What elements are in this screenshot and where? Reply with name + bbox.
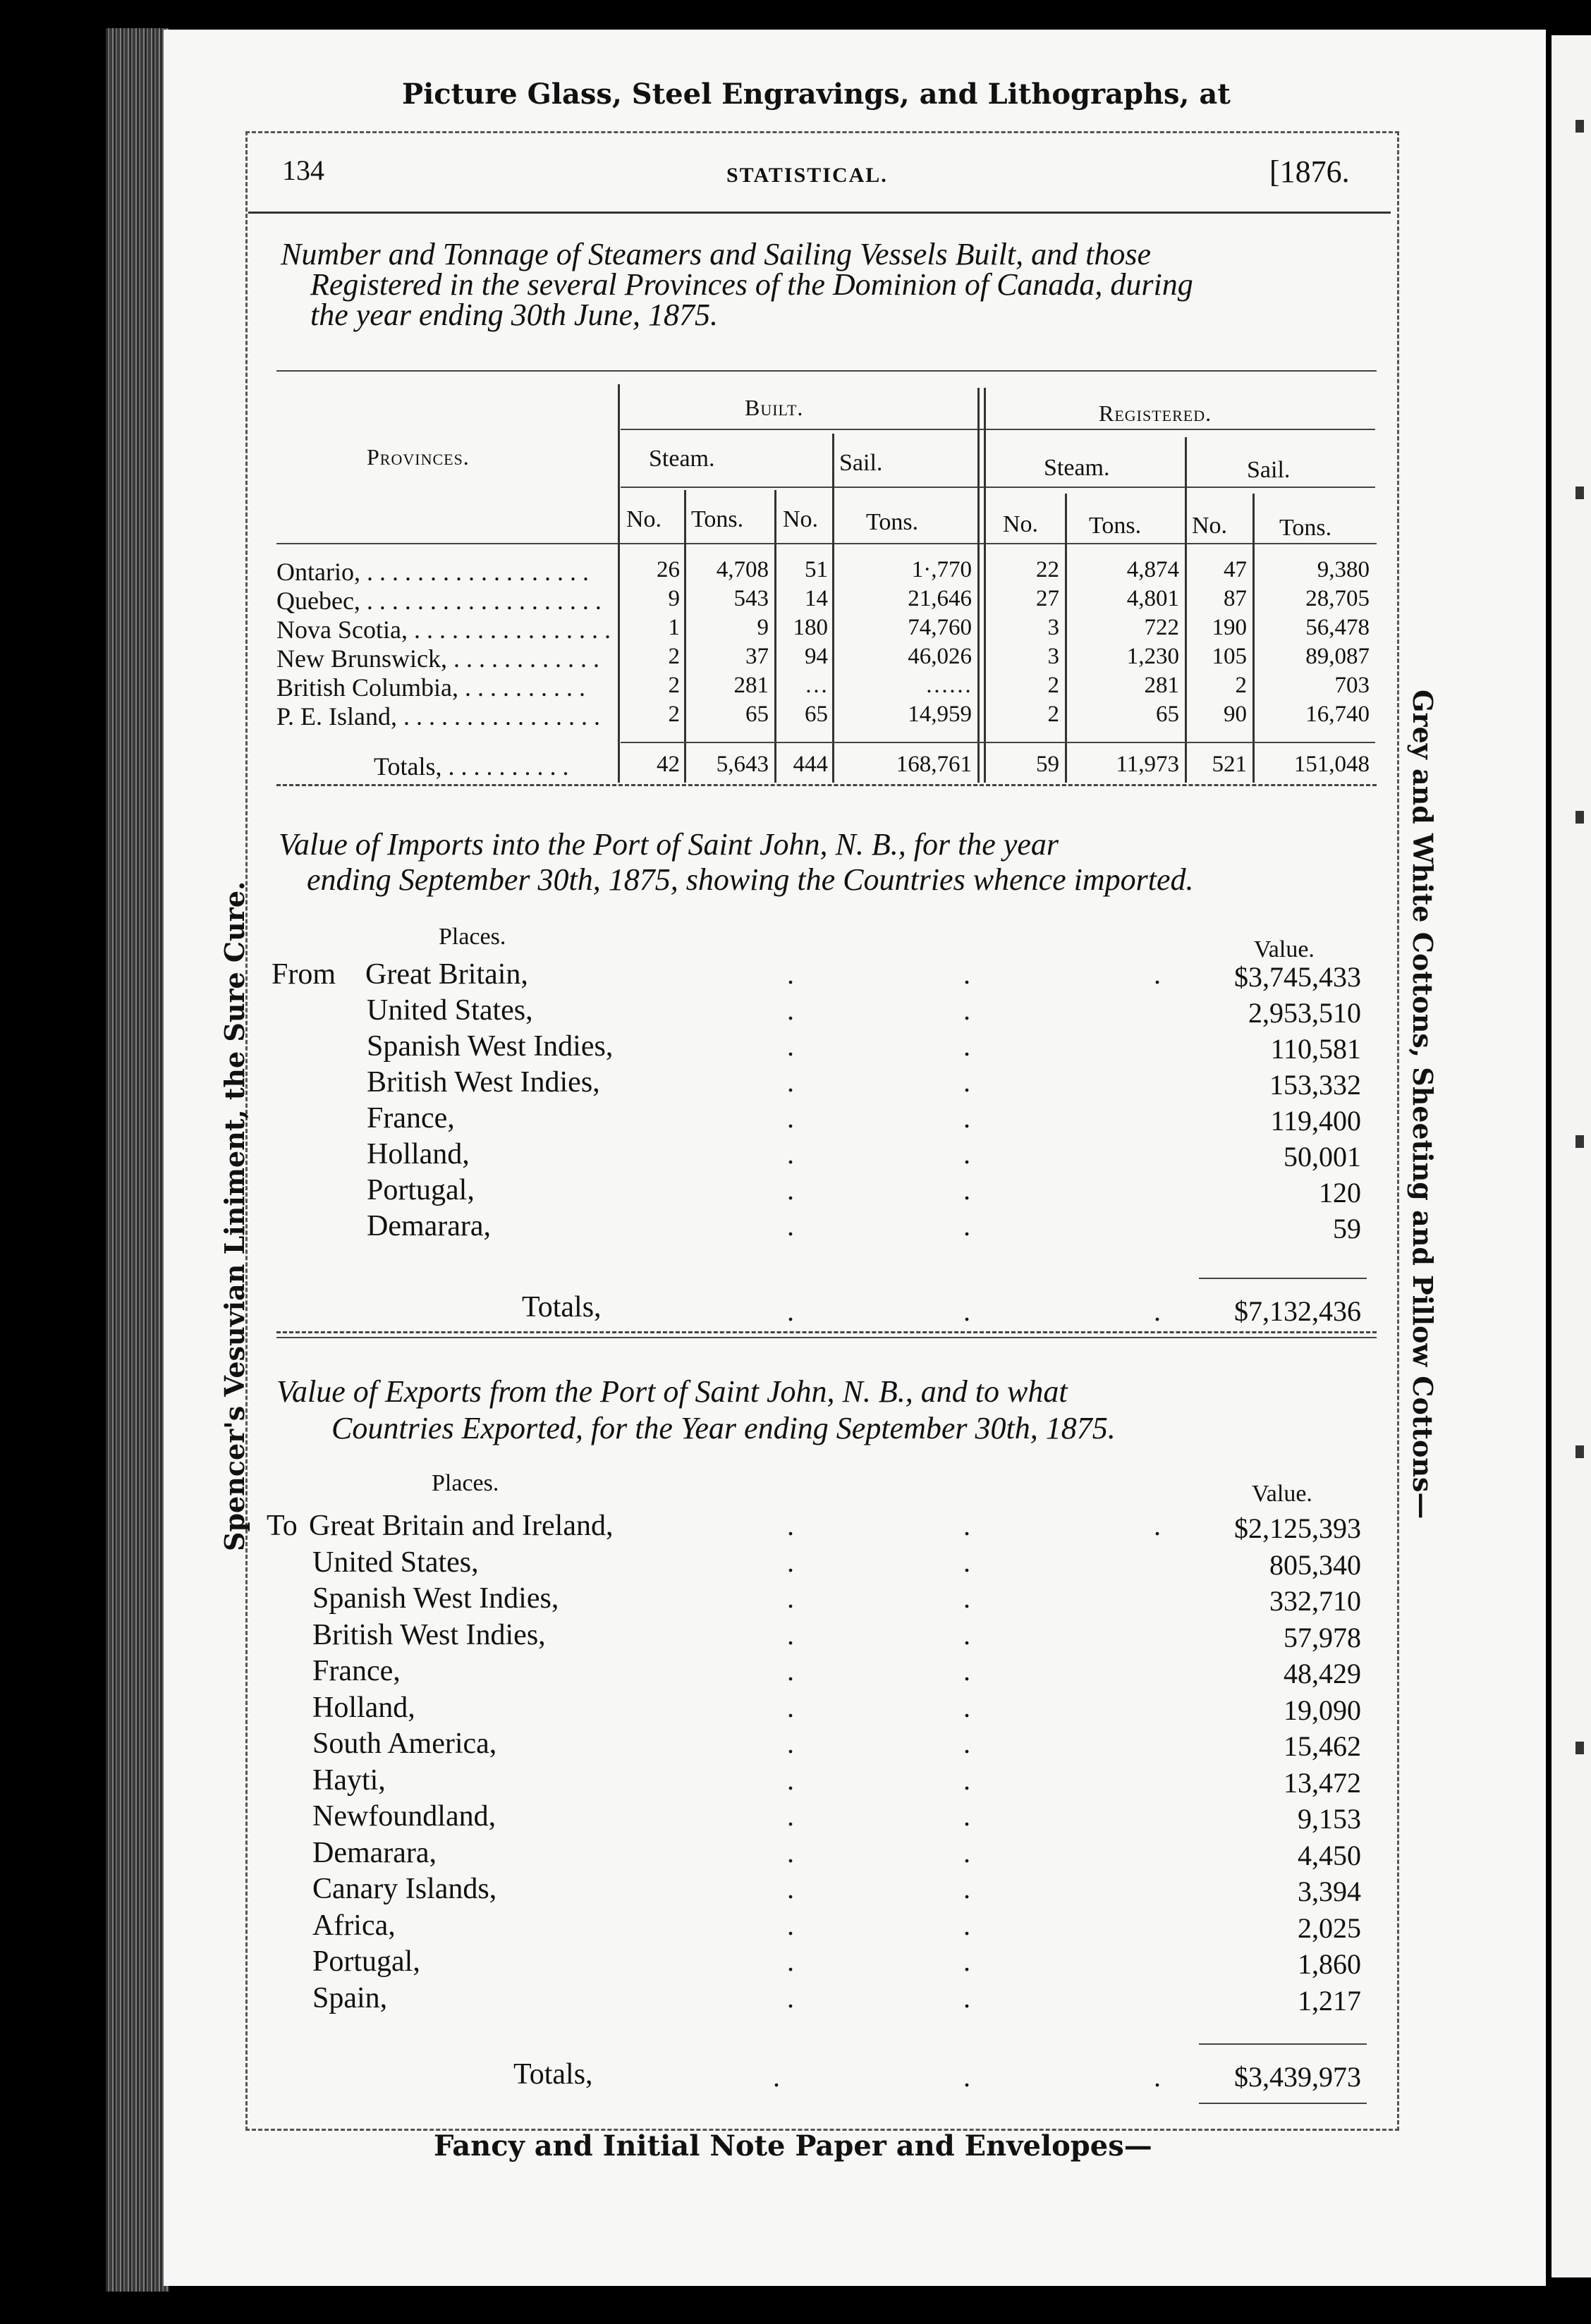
imports-sum-rule [1199,1278,1367,1279]
leader-dot: . [787,1295,794,1327]
leader-dot: . [787,994,794,1026]
leader-dot: . [787,1138,794,1170]
leader-dot: . [963,1102,970,1134]
leader-dot: . [787,1691,794,1723]
vessel-cell: 16,740 [1305,702,1370,727]
subgroup-rule [621,487,1375,488]
advert-bottom: Fancy and Initial Note Paper and Envelopes— [434,2129,1152,2163]
imports-end-rule-2 [276,1337,1377,1338]
leader-dot: . [963,1655,970,1687]
vessels-caption-line-1: Number and Tonnage of Steamers and Sailing Vessels Built, and those [281,237,1152,271]
advert-right-margin: Grey and White Cottons, Sheeting and Pillow Cottons— [1407,690,1439,1519]
vessel-cell: 1 [668,615,680,640]
leader-dot: . [787,1873,794,1904]
vessel-cell: 2 [668,644,680,669]
imports-place: Portugal, [367,1174,475,1206]
exports-value: 332,710 [1269,1585,1361,1617]
leader-dot: . [1154,1295,1161,1327]
imports-value: 153,332 [1269,1069,1361,1101]
exports-end-rule [1199,2103,1367,2104]
exports-place: France, [312,1655,401,1687]
imports-place: United States, [367,994,533,1027]
leader-dot: . [963,2061,970,2093]
vessel-cell: 2 [1235,673,1247,698]
vessel-cell: 1,230 [1126,644,1179,669]
leader-dot: . [963,1873,970,1904]
section-end-rule [276,784,1377,786]
vessel-cell: 190 [1212,615,1247,640]
exports-place: Portugal, [312,1945,420,1978]
exports-place: Africa, [312,1909,396,1942]
vessel-cell: 281 [733,673,769,698]
province-label: British Columbia, . . . . . . . . . . [276,673,586,702]
vessel-cell: 27 [1036,586,1059,611]
vessel-cell: 74,760 [908,615,972,640]
vessel-cell: 89,087 [1305,644,1370,669]
vessel-cell: 4,874 [1126,557,1179,582]
vessel-cell: 26 [657,557,680,582]
vessel-cell: 722 [1144,615,1179,640]
registered-sail: Sail. [1247,457,1291,483]
leader-dot: . [787,1174,794,1206]
vessel-total-cell: 521 [1212,752,1247,777]
registered-sail-no: No. [1192,513,1228,539]
col-divider [977,388,980,783]
leader-dot: . [787,1800,794,1832]
vessel-cell: 14,959 [908,702,972,727]
exports-sum-rule [1199,2043,1367,2045]
exports-value: 19,090 [1284,1694,1361,1726]
totals-label: Totals, . . . . . . . . . . [374,752,569,781]
leader-dot: . [963,1981,970,2014]
leader-dot: . [963,1210,970,1242]
vessel-cell: 90 [1224,702,1247,727]
vessel-cell: 65 [745,702,769,727]
exports-caption-line-2: Countries Exported, for the Year ending September 30th, 1875. [331,1411,1116,1445]
leader-dot: . [963,1174,970,1206]
exports-col-places: Places. [432,1470,499,1496]
vessel-cell: 9 [757,615,769,640]
exports-value: 3,394 [1298,1876,1361,1907]
exports-totals-label: Totals, [513,2058,593,2091]
leader-dot: . [963,1510,970,1541]
vessel-total-cell: 444 [793,752,828,777]
vessel-total-cell: 11,973 [1116,752,1179,777]
exports-place: United States, [312,1546,479,1579]
leader-dot: . [963,1295,970,1327]
imports-place: Demarara, [367,1210,492,1242]
imports-place: Great Britain, [365,958,528,991]
vessel-cell: 3 [1047,615,1059,640]
exports-value: 805,340 [1269,1548,1361,1581]
exports-caption-line-1: Value of Exports from the Port of Saint John, N. B., and to what [276,1374,1068,1409]
exports-value: 1,860 [1298,1948,1361,1980]
leader-dot: . [963,1727,970,1759]
leader-dot: . [787,1727,794,1759]
leader-dot: . [787,958,794,990]
province-label: New Brunswick, . . . . . . . . . . . . [276,644,599,673]
exports-value: 15,462 [1284,1730,1361,1762]
exports-value: 57,978 [1284,1621,1361,1653]
vessel-cell: 21,646 [908,586,972,611]
exports-value: $2,125,393 [1234,1512,1361,1544]
leader-dot: . [787,1066,794,1098]
exports-value: 13,472 [1284,1766,1361,1799]
exports-place: Spain, [312,1981,388,2014]
province-label: Ontario, . . . . . . . . . . . . . . . . . . [276,558,589,586]
built-sail-no: No. [783,506,819,532]
vessel-cell: 281 [1144,673,1179,698]
header-bottom-rule [276,543,1377,544]
province-label: Quebec, . . . . . . . . . . . . . . . . . . . [276,587,602,615]
leader-dot: . [963,1066,970,1098]
exports-value: 48,429 [1284,1658,1361,1689]
leader-dot: . [963,1945,970,1977]
vessel-cell: 46,026 [908,644,972,669]
vessel-cell: 3 [1047,644,1059,669]
exports-totals-value: $3,439,973 [1234,2061,1361,2093]
advert-left-margin: Spencer's Vesuvian Liniment, the Sure Cure. [219,881,250,1551]
imports-caption-line-1: Value of Imports into the Port of Saint John, N. B., for the year [279,827,1059,862]
vessel-cell: 94 [805,644,828,669]
exports-prefix: To [267,1510,298,1542]
vessel-cell: 65 [1156,702,1179,727]
province-label: Nova Scotia, . . . . . . . . . . . . . . . . [276,616,611,644]
vessel-cell: 56,478 [1305,615,1370,640]
vessel-cell: 9,380 [1317,557,1370,582]
leader-dot: . [963,1138,970,1170]
vessels-caption-line-3: the year ending 30th June, 1875. [310,298,718,332]
leader-dot: . [787,1510,794,1541]
vessel-cell: 2 [668,673,680,698]
page-number: 134 [282,154,324,186]
exports-place: Great Britain and Ireland, [309,1510,614,1542]
leader-dot: . [963,1800,970,1832]
vessel-cell: 180 [793,615,828,640]
imports-value: 119,400 [1270,1105,1361,1137]
leader-dot: . [787,1655,794,1687]
imports-value: 120 [1319,1177,1361,1209]
vessel-cell: 2 [668,702,680,727]
leader-dot: . [963,1618,970,1651]
leader-dot: . [787,1763,794,1796]
opposite-page-edge [1552,35,1591,2277]
imports-place: Spanish West Indies, [367,1030,614,1063]
vessel-cell: 28,705 [1305,586,1370,611]
leader-dot: . [1154,1510,1161,1541]
vessel-cell: 4,801 [1126,586,1179,611]
imports-caption-line-2: ending September 30th, 1875, showing the Countries whence imported. [307,862,1194,897]
registered-sail-tons: Tons. [1279,515,1332,541]
built-sail-tons: Tons. [866,509,919,535]
vessel-cell: 105 [1212,644,1247,669]
book-spine [106,28,169,2292]
imports-totals-value: $7,132,436 [1234,1295,1361,1327]
leader-dot: . [773,2061,780,2093]
vessels-caption-line-2: Registered in the several Provinces of the Dominion of Canada, during [310,267,1193,302]
header-rule [248,212,1391,214]
imports-totals-label: Totals, [522,1291,602,1323]
exports-place: Newfoundland, [312,1800,496,1833]
leader-dot: . [787,1582,794,1614]
vessel-total-cell: 42 [657,752,680,777]
leader-dot: . [787,1945,794,1977]
imports-place: Holland, [367,1138,470,1170]
exports-value: 9,153 [1298,1803,1361,1835]
vessel-cell: 47 [1224,557,1247,582]
leader-dot: . [787,1210,794,1242]
vessel-cell: 37 [745,644,769,669]
exports-col-value: Value. [1252,1481,1312,1507]
exports-place: Hayti, [312,1763,386,1797]
leader-dot: . [963,994,970,1026]
leader-dot: . [1154,2061,1161,2093]
vessel-cell: 14 [805,586,828,611]
imports-col-value: Value. [1254,936,1315,962]
leader-dot: . [787,1836,794,1869]
vessel-cell: 2 [1047,702,1059,727]
imports-value: 50,001 [1284,1141,1361,1173]
exports-place: Demarara, [312,1836,437,1869]
vessel-cell: 2 [1047,673,1059,698]
running-year: [1876. [1269,154,1350,189]
leader-dot: . [787,1909,794,1941]
imports-value: $3,745,433 [1234,961,1361,993]
vessel-total-cell: 59 [1036,752,1059,777]
vessel-cell: 65 [805,702,828,727]
vessel-cell: 4,708 [716,557,769,582]
imports-value: 110,581 [1270,1033,1361,1065]
built-sail: Sail. [839,450,883,476]
imports-col-places: Places. [439,924,506,950]
column-provinces: Provinces. [367,444,470,470]
col-divider [832,434,834,783]
exports-place: South America, [312,1727,497,1760]
built-steam-tons: Tons. [691,506,744,532]
vessel-cell: 703 [1334,673,1370,698]
group-rule [621,429,1375,430]
leader-dot: . [787,1102,794,1134]
registered-steam: Steam. [1044,455,1110,481]
vessel-cell: 9 [668,586,680,611]
leader-dot: . [963,1909,970,1941]
imports-place: British West Indies, [367,1066,600,1099]
exports-place: Spanish West Indies, [312,1582,559,1615]
imports-value: 59 [1333,1213,1361,1244]
vessel-cell: 1·,770 [911,557,972,582]
exports-place: Holland, [312,1691,415,1724]
registered-steam-no: No. [1003,511,1039,537]
exports-place: Canary Islands, [312,1873,497,1905]
exports-value: 2,025 [1298,1912,1361,1944]
built-steam-no: No. [626,506,662,532]
advert-top: Picture Glass, Steel Engravings, and Lithographs, at [402,78,1231,111]
vessel-cell: 22 [1036,557,1059,582]
exports-value: 1,217 [1298,1984,1361,2017]
province-label: P. E. Island, . . . . . . . . . . . . . . . . [276,702,600,730]
vessel-cell: 543 [733,586,769,611]
leader-dot: . [787,1618,794,1651]
column-registered: Registered. [1099,400,1212,426]
vessel-total-cell: 168,761 [896,752,972,777]
leader-dot: . [787,1981,794,2014]
col-divider [1252,494,1255,783]
vessel-cell: … [805,673,828,698]
running-title: STATISTICAL. [726,164,888,187]
exports-value: 4,450 [1298,1839,1361,1871]
column-built: Built. [745,395,804,420]
leader-dot: . [963,1836,970,1869]
vessel-cell: 51 [805,557,828,582]
vessel-cell: 87 [1224,586,1247,611]
built-steam: Steam. [649,446,715,472]
leader-dot: . [963,1763,970,1796]
exports-place: British West Indies, [312,1618,546,1651]
table-top-rule [276,370,1377,372]
vessel-total-cell: 5,643 [716,752,769,777]
leader-dot: . [1154,958,1161,990]
leader-dot: . [963,1691,970,1723]
imports-end-rule [276,1331,1377,1333]
totals-rule [621,742,1375,743]
imports-place: France, [367,1102,455,1135]
leader-dot: . [787,1030,794,1062]
imports-value: 2,953,510 [1248,997,1361,1029]
leader-dot: . [963,958,970,990]
leader-dot: . [787,1546,794,1578]
vessel-total-cell: 151,048 [1293,752,1370,777]
leader-dot: . [963,1546,970,1578]
leader-dot: . [963,1582,970,1614]
leader-dot: . [963,1030,970,1062]
imports-prefix: From [272,958,336,991]
registered-steam-tons: Tons. [1089,513,1142,539]
vessel-cell: …… [925,673,972,698]
